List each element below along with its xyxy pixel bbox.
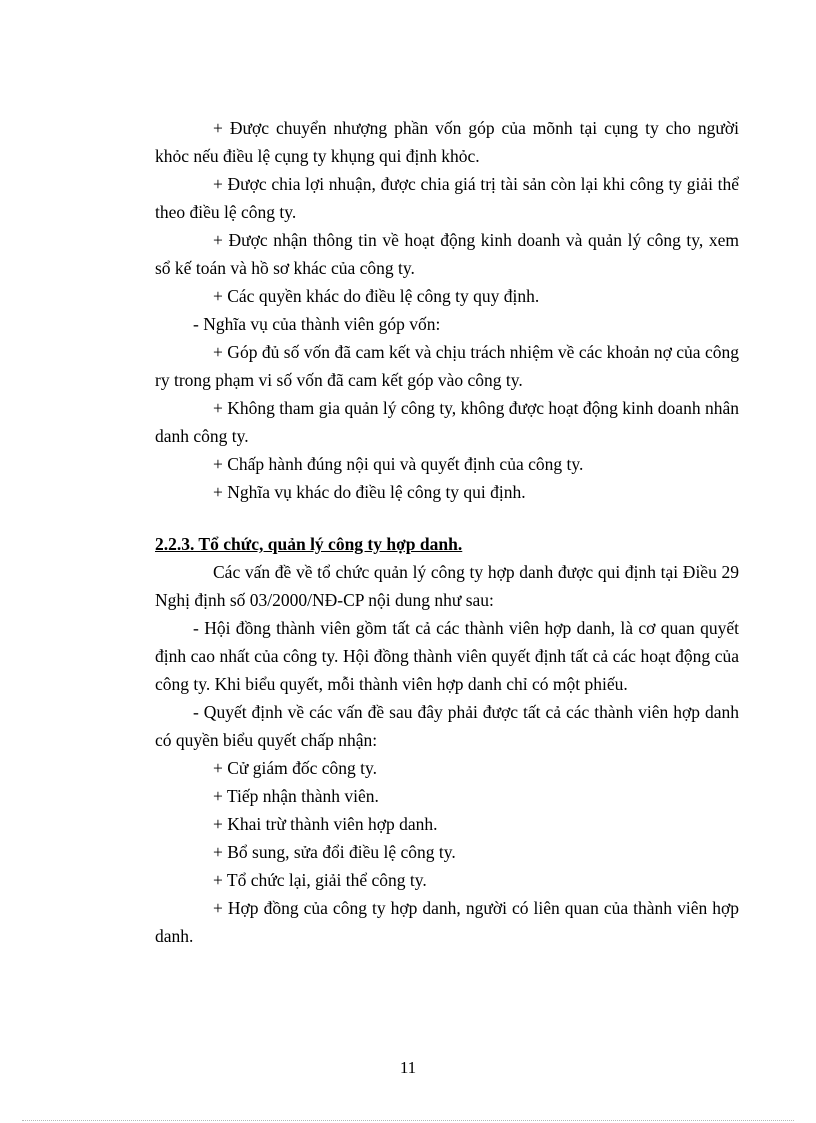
paragraph: + Góp đủ số vốn đã cam kết và chịu trách nhiệm về các khoản nợ của công ry trong phạm vi số vốn đã cam kết góp vào công ty.: [155, 342, 739, 390]
paragraph: + Tổ chức lại, giải thể công ty.: [213, 870, 427, 890]
paragraph: - Nghĩa vụ của thành viên góp vốn:: [193, 314, 441, 334]
paragraph: + Hợp đồng của công ty hợp danh, người có liên quan của thành viên hợp danh.: [155, 898, 739, 946]
paragraph: Các vấn đề về tổ chức quản lý công ty hợp danh được qui định tại Điều 29 Nghị định số 03/2000/NĐ-CP nội dung như sau:: [155, 562, 739, 610]
paragraph: - Hội đồng thành viên gồm tất cả các thành viên hợp danh, là cơ quan quyết định cao nhất của công ty. Hội đồng thành viên quyết định tất cả các hoạt động của công ty. Khi biểu quyết, mỗi thành viên hợp danh chỉ có một phiếu.: [155, 618, 739, 694]
page-number: 11: [399, 1058, 417, 1077]
paragraph: + Được chia lợi nhuận, được chia giá trị tài sản còn lại khi công ty giải thể theo điều lệ công ty.: [155, 174, 739, 222]
section-heading: 2.2.3. Tổ chức, quản lý công ty hợp danh.: [155, 534, 463, 554]
paragraph: + Nghĩa vụ khác do điều lệ công ty qui định.: [213, 482, 526, 502]
footer-divider: [22, 1120, 794, 1121]
paragraph: + Cử giám đốc công ty.: [213, 758, 378, 778]
paragraph: + Bổ sung, sửa đổi điều lệ công ty.: [213, 842, 456, 862]
paragraph: + Không tham gia quản lý công ty, không được hoạt động kinh doanh nhân danh công ty.: [155, 398, 739, 446]
paragraph: + Được chuyển nhượng phần vốn góp của mõnh tại cụng ty cho người khỏc nếu điều lệ cụng ty khụng qui định khỏc.: [155, 118, 739, 166]
paragraph: + Được nhận thông tin về hoạt động kinh doanh và quản lý công ty, xem sổ kế toán và hồ sơ khác của công ty.: [155, 230, 739, 278]
paragraph: - Quyết định về các vấn đề sau đây phải được tất cả các thành viên hợp danh có quyền biểu quyết chấp nhận:: [155, 702, 739, 750]
paragraph: + Tiếp nhận thành viên.: [213, 786, 379, 806]
paragraph: + Chấp hành đúng nội qui và quyết định của công ty.: [213, 454, 584, 474]
paragraph: + Khai trừ thành viên hợp danh.: [213, 814, 438, 834]
body-text: [155, 114, 739, 950]
paragraph: + Các quyền khác do điều lệ công ty quy định.: [213, 286, 540, 306]
